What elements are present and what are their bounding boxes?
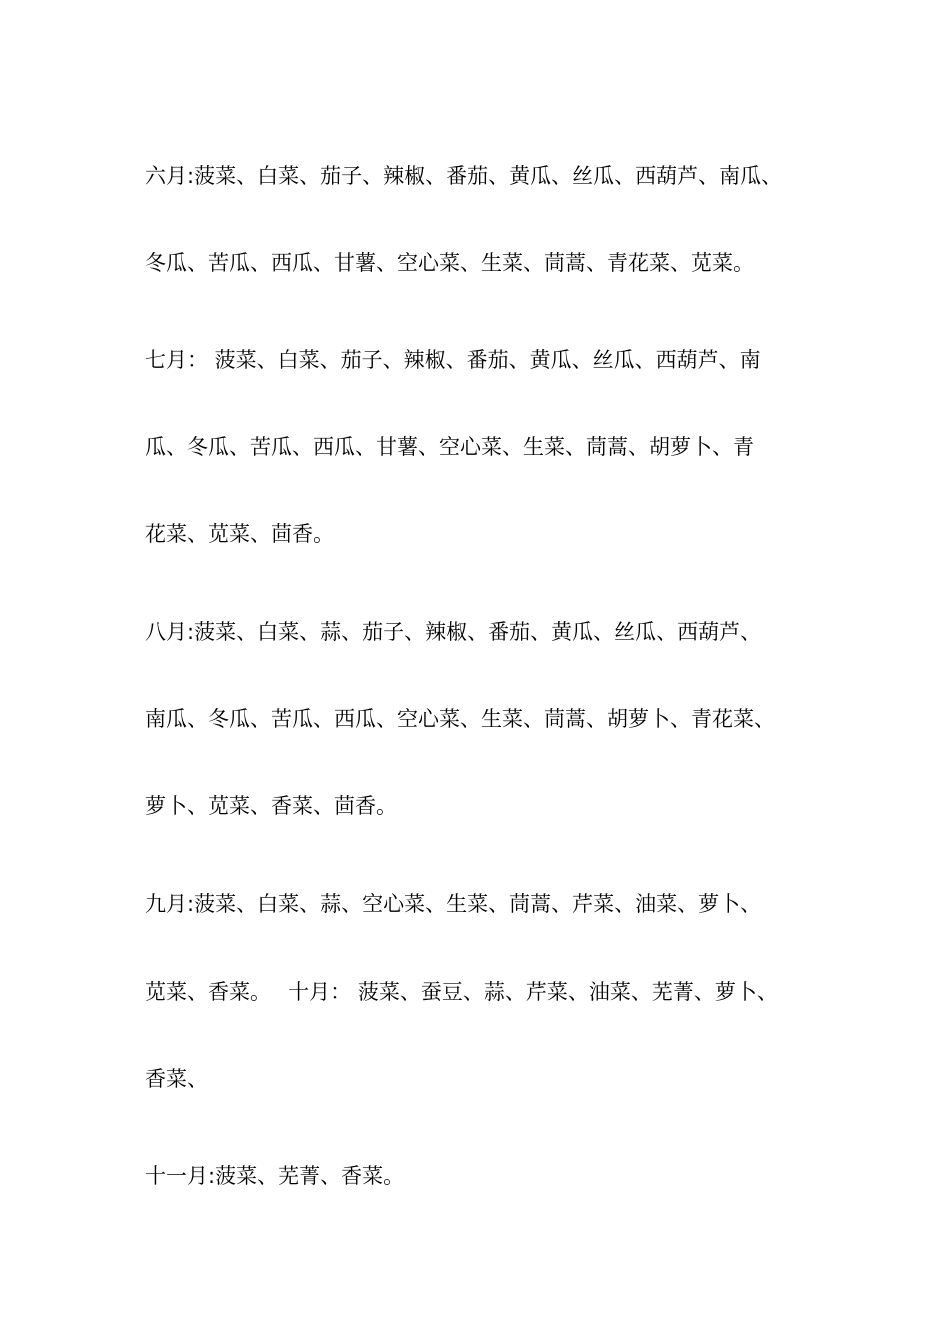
text-line-november: 十一月:菠菜、芜菁、香菜。 xyxy=(145,1164,405,1188)
text-line-august-2: 南瓜、冬瓜、苦瓜、西瓜、空心菜、生菜、茼蒿、胡萝卜、青花菜、 xyxy=(145,707,775,731)
text-line-october-2: 香菜、 xyxy=(145,1067,208,1091)
text-line-july-3: 花菜、苋菜、茴香。 xyxy=(145,522,334,546)
text-line-july-1: 七月： 菠菜、白菜、茄子、辣椒、番茄、黄瓜、丝瓜、西葫芦、南 xyxy=(145,348,761,372)
text-line-september-1: 九月:菠菜、白菜、蒜、空心菜、生菜、茼蒿、芹菜、油菜、萝卜、 xyxy=(145,892,762,916)
text-line-august-1: 八月:菠菜、白菜、蒜、茄子、辣椒、番茄、黄瓜、丝瓜、西葫芦、 xyxy=(145,620,762,644)
text-line-june-1: 六月:菠菜、白菜、茄子、辣椒、番茄、黄瓜、丝瓜、西葫芦、南瓜、 xyxy=(145,164,783,188)
text-line-august-3: 萝卜、苋菜、香菜、茴香。 xyxy=(145,794,397,818)
text-line-september-october: 苋菜、香菜。 十月： 菠菜、蚕豆、蒜、芹菜、油菜、芜菁、萝卜、 xyxy=(145,980,778,1004)
text-line-june-2: 冬瓜、苦瓜、西瓜、甘薯、空心菜、生菜、茼蒿、青花菜、苋菜。 xyxy=(145,251,754,275)
text-line-july-2: 瓜、冬瓜、苦瓜、西瓜、甘薯、空心菜、生菜、茼蒿、胡萝卜、青 xyxy=(145,435,754,459)
